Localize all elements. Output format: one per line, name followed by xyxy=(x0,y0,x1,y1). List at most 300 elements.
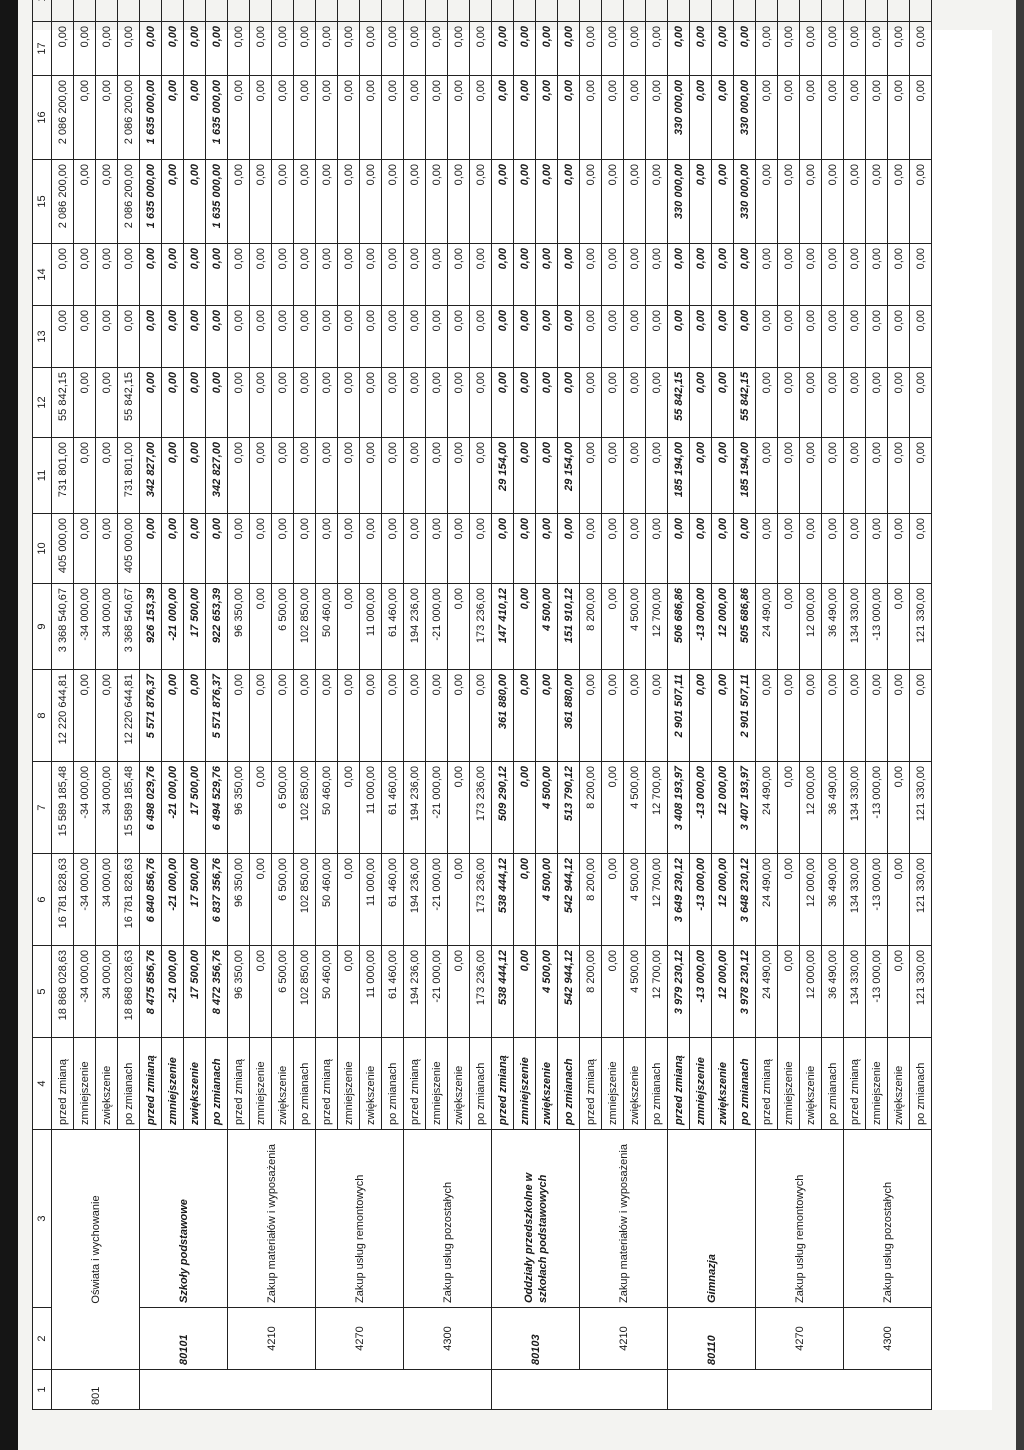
amount-cell: 0,00 xyxy=(382,670,404,762)
amount-cell: 0,00 xyxy=(294,438,316,514)
amount-cell: 0,00 xyxy=(910,76,932,160)
amount-cell: 0,00 xyxy=(360,244,382,306)
amount-cell: 0,00 xyxy=(228,514,250,584)
amount-cell: 0,00 xyxy=(162,514,184,584)
amount-cell xyxy=(338,0,360,22)
amount-cell: 0,00 xyxy=(228,368,250,438)
amount-cell: 0,00 xyxy=(712,306,734,368)
amount-cell: 0,00 xyxy=(448,76,470,160)
amount-cell: 0,00 xyxy=(800,306,822,368)
amount-cell: 6 500,00 xyxy=(272,762,294,854)
amount-cell: 0,00 xyxy=(602,514,624,584)
amount-cell: 2 086 200,00 xyxy=(52,160,74,244)
amount-cell: 0,00 xyxy=(712,76,734,160)
amount-cell: 0,00 xyxy=(602,76,624,160)
amount-cell xyxy=(272,0,294,22)
amount-cell: 0,00 xyxy=(558,244,580,306)
amount-cell xyxy=(756,0,778,22)
amount-cell: 0,00 xyxy=(492,244,514,306)
amount-cell: 0,00 xyxy=(96,368,118,438)
amount-cell: 102 850,00 xyxy=(294,584,316,670)
amount-cell: 361 880,00 xyxy=(558,670,580,762)
amount-cell: 134 330,00 xyxy=(844,854,866,946)
scan-right-edge xyxy=(1016,0,1024,1450)
amount-cell: 11 000,00 xyxy=(360,854,382,946)
amount-cell: 0,00 xyxy=(844,514,866,584)
amount-cell: 0,00 xyxy=(140,306,162,368)
amount-cell: 538 444,12 xyxy=(492,946,514,1038)
amount-cell: 0,00 xyxy=(690,244,712,306)
amount-cell: 0,00 xyxy=(536,368,558,438)
amount-cell: 0,00 xyxy=(624,160,646,244)
amount-cell: 0,00 xyxy=(690,76,712,160)
amount-cell: 0,00 xyxy=(118,244,140,306)
column-number: 15 xyxy=(33,160,52,244)
amount-cell: 0,00 xyxy=(602,22,624,76)
column-number: 9 xyxy=(33,584,52,670)
amount-cell: 0,00 xyxy=(426,160,448,244)
amount-cell: 513 790,12 xyxy=(558,762,580,854)
amount-cell: 0,00 xyxy=(382,160,404,244)
amount-cell: 2 086 200,00 xyxy=(118,76,140,160)
amount-cell: 0,00 xyxy=(272,306,294,368)
amount-cell: 0,00 xyxy=(492,22,514,76)
section-code: 80110 xyxy=(668,1308,756,1370)
amount-cell: 0,00 xyxy=(668,306,690,368)
budget-table xyxy=(32,0,932,1410)
amount-cell: 3 407 193,97 xyxy=(734,762,756,854)
amount-cell: 102 850,00 xyxy=(294,854,316,946)
amount-cell: 0,00 xyxy=(844,244,866,306)
amount-cell: 0,00 xyxy=(426,670,448,762)
amount-cell: 0,00 xyxy=(96,76,118,160)
amount-cell: 0,00 xyxy=(228,670,250,762)
amount-cell: -13 000,00 xyxy=(866,584,888,670)
amount-cell: 0,00 xyxy=(756,244,778,306)
amount-cell: 50 460,00 xyxy=(316,854,338,946)
amount-cell: 509 290,12 xyxy=(492,762,514,854)
amount-cell xyxy=(712,0,734,22)
amount-cell: 185 194,00 xyxy=(734,438,756,514)
amount-cell: 731 801,00 xyxy=(118,438,140,514)
amount-cell: -34 000,00 xyxy=(74,584,96,670)
amount-cell: 0,00 xyxy=(162,160,184,244)
amount-cell: 6 500,00 xyxy=(272,854,294,946)
amount-cell: 0,00 xyxy=(404,76,426,160)
amount-cell: 0,00 xyxy=(228,306,250,368)
amount-cell: 0,00 xyxy=(74,438,96,514)
row-kind-label: po zmianach xyxy=(118,1038,140,1130)
amount-cell: 0,00 xyxy=(74,22,96,76)
amount-cell: 0,00 xyxy=(778,438,800,514)
amount-cell: 0,00 xyxy=(228,160,250,244)
amount-cell: 0,00 xyxy=(360,670,382,762)
row-kind-label: po zmianach xyxy=(822,1038,844,1130)
amount-cell: 0,00 xyxy=(492,514,514,584)
amount-cell: 0,00 xyxy=(668,514,690,584)
amount-cell: 1 635 000,00 xyxy=(140,160,162,244)
amount-cell: 0,00 xyxy=(580,22,602,76)
amount-cell: 36 490,00 xyxy=(822,762,844,854)
amount-cell: 0,00 xyxy=(294,368,316,438)
amount-cell: 61 460,00 xyxy=(382,946,404,1038)
amount-cell: 34 000,00 xyxy=(96,946,118,1038)
amount-cell: 55 842,15 xyxy=(118,368,140,438)
amount-cell: 0,00 xyxy=(844,438,866,514)
row-kind-label: przed zmianą xyxy=(844,1038,866,1130)
amount-cell: 330 000,00 xyxy=(734,160,756,244)
column-number: 12 xyxy=(33,368,52,438)
amount-cell: 194 236,00 xyxy=(404,946,426,1038)
row-kind-label: przed zmianą xyxy=(140,1038,162,1130)
amount-cell: 61 460,00 xyxy=(382,584,404,670)
row-kind-label: po zmianach xyxy=(382,1038,404,1130)
dzial-row xyxy=(52,0,74,1410)
amount-cell: 0,00 xyxy=(272,368,294,438)
amount-cell: 0,00 xyxy=(822,514,844,584)
amount-cell: 0,00 xyxy=(470,368,492,438)
column-number: 3 xyxy=(33,1130,52,1308)
amount-cell: 16 781 828,63 xyxy=(118,854,140,946)
amount-cell: 5 571 876,37 xyxy=(206,670,228,762)
amount-cell xyxy=(382,0,404,22)
amount-cell xyxy=(250,0,272,22)
amount-cell: 12 700,00 xyxy=(646,946,668,1038)
amount-cell: 0,00 xyxy=(448,670,470,762)
amount-cell: 36 490,00 xyxy=(822,946,844,1038)
amount-cell: 361 880,00 xyxy=(492,670,514,762)
amount-cell: 6 837 356,76 xyxy=(206,854,228,946)
amount-cell: 134 330,00 xyxy=(844,762,866,854)
column-number xyxy=(33,0,52,22)
amount-cell: 8 200,00 xyxy=(580,946,602,1038)
amount-cell: 0,00 xyxy=(514,762,536,854)
amount-cell: 0,00 xyxy=(316,306,338,368)
amount-cell: 12 700,00 xyxy=(646,762,668,854)
amount-cell xyxy=(866,0,888,22)
amount-cell: 0,00 xyxy=(866,76,888,160)
amount-cell: 0,00 xyxy=(360,160,382,244)
amount-cell: 0,00 xyxy=(382,306,404,368)
item-name: Zakup usług remontowych xyxy=(316,1130,404,1308)
amount-cell: 0,00 xyxy=(184,670,206,762)
amount-cell: 0,00 xyxy=(250,762,272,854)
amount-cell: 3 368 540,67 xyxy=(118,584,140,670)
amount-cell: 0,00 xyxy=(228,244,250,306)
amount-cell: 0,00 xyxy=(910,244,932,306)
amount-cell: 18 868 028,63 xyxy=(118,946,140,1038)
amount-cell: 0,00 xyxy=(778,368,800,438)
amount-cell: 55 842,15 xyxy=(734,368,756,438)
amount-cell: 0,00 xyxy=(734,306,756,368)
item-row xyxy=(580,0,602,1410)
amount-cell: 0,00 xyxy=(404,306,426,368)
amount-cell xyxy=(844,0,866,22)
amount-cell: 0,00 xyxy=(888,438,910,514)
row-kind-label: zmniejszenie xyxy=(250,1038,272,1130)
amount-cell: 0,00 xyxy=(866,514,888,584)
amount-cell: 0,00 xyxy=(228,22,250,76)
amount-cell: -13 000,00 xyxy=(690,946,712,1038)
amount-cell xyxy=(624,0,646,22)
amount-cell xyxy=(426,0,448,22)
amount-cell: 0,00 xyxy=(800,670,822,762)
row-kind-label: zwiększenie xyxy=(888,1038,910,1130)
amount-cell: 0,00 xyxy=(360,514,382,584)
amount-cell: 121 330,00 xyxy=(910,946,932,1038)
amount-cell: 173 236,00 xyxy=(470,854,492,946)
amount-cell: 0,00 xyxy=(514,946,536,1038)
amount-cell: 0,00 xyxy=(646,438,668,514)
amount-cell: 0,00 xyxy=(602,438,624,514)
amount-cell xyxy=(52,0,74,22)
amount-cell: 0,00 xyxy=(250,22,272,76)
item-code: 4270 xyxy=(756,1308,844,1370)
amount-cell: 8 200,00 xyxy=(580,854,602,946)
amount-cell: 0,00 xyxy=(426,22,448,76)
amount-cell: 102 850,00 xyxy=(294,762,316,854)
amount-cell: 0,00 xyxy=(448,244,470,306)
amount-cell: 134 330,00 xyxy=(844,584,866,670)
amount-cell: 0,00 xyxy=(690,514,712,584)
amount-cell: 0,00 xyxy=(470,22,492,76)
amount-cell: -21 000,00 xyxy=(162,946,184,1038)
amount-cell: 0,00 xyxy=(338,854,360,946)
amount-cell: 0,00 xyxy=(690,670,712,762)
amount-cell: 0,00 xyxy=(844,160,866,244)
amount-cell: 0,00 xyxy=(74,160,96,244)
amount-cell: 0,00 xyxy=(646,76,668,160)
row-kind-label: zwiększenie xyxy=(536,1038,558,1130)
amount-cell: 0,00 xyxy=(558,22,580,76)
column-number: 8 xyxy=(33,670,52,762)
amount-cell: 922 653,39 xyxy=(206,584,228,670)
amount-cell: 0,00 xyxy=(316,368,338,438)
amount-cell: 6 500,00 xyxy=(272,946,294,1038)
amount-cell: 0,00 xyxy=(316,22,338,76)
amount-cell: 0,00 xyxy=(338,368,360,438)
row-kind-label: zmniejszenie xyxy=(602,1038,624,1130)
amount-cell: 0,00 xyxy=(250,438,272,514)
amount-cell: 0,00 xyxy=(404,160,426,244)
row-kind-label: zwiększenie xyxy=(360,1038,382,1130)
row-kind-label: przed zmianą xyxy=(316,1038,338,1130)
row-kind-label: po zmianach xyxy=(734,1038,756,1130)
amount-cell: 0,00 xyxy=(184,76,206,160)
amount-cell: 12 000,00 xyxy=(712,762,734,854)
amount-cell: 24 490,00 xyxy=(756,854,778,946)
amount-cell: 0,00 xyxy=(294,160,316,244)
amount-cell: 0,00 xyxy=(250,514,272,584)
item-row xyxy=(228,0,250,1410)
amount-cell: 0,00 xyxy=(756,306,778,368)
amount-cell: 0,00 xyxy=(294,306,316,368)
row-kind-label: zwiększenie xyxy=(448,1038,470,1130)
amount-cell: 0,00 xyxy=(514,76,536,160)
amount-cell: 0,00 xyxy=(624,514,646,584)
amount-cell: 0,00 xyxy=(492,76,514,160)
amount-cell: 0,00 xyxy=(206,514,228,584)
amount-cell: 0,00 xyxy=(624,306,646,368)
amount-cell: 194 236,00 xyxy=(404,584,426,670)
section-row xyxy=(140,0,162,1410)
amount-cell: 0,00 xyxy=(470,670,492,762)
amount-cell: 50 460,00 xyxy=(316,946,338,1038)
row-kind-label: zmniejszenie xyxy=(162,1038,184,1130)
row-kind-label: przed zmianą xyxy=(580,1038,602,1130)
amount-cell: 34 000,00 xyxy=(96,762,118,854)
amount-cell: 0,00 xyxy=(426,306,448,368)
amount-cell: 3 978 230,12 xyxy=(734,946,756,1038)
amount-cell: 0,00 xyxy=(756,438,778,514)
amount-cell: 173 236,00 xyxy=(470,584,492,670)
amount-cell: 0,00 xyxy=(448,854,470,946)
amount-cell: 0,00 xyxy=(536,306,558,368)
amount-cell xyxy=(404,0,426,22)
column-number: 10 xyxy=(33,514,52,584)
amount-cell: 0,00 xyxy=(822,244,844,306)
amount-cell: 0,00 xyxy=(712,670,734,762)
amount-cell: 0,00 xyxy=(844,368,866,438)
amount-cell: 0,00 xyxy=(800,160,822,244)
amount-cell: 17 500,00 xyxy=(184,584,206,670)
amount-cell: 0,00 xyxy=(272,670,294,762)
item-name: Zakup usług remontowych xyxy=(756,1130,844,1308)
amount-cell: 0,00 xyxy=(470,438,492,514)
item-code: 4300 xyxy=(844,1308,932,1370)
row-kind-label: po zmianach xyxy=(646,1038,668,1130)
amount-cell: 2 086 200,00 xyxy=(52,76,74,160)
amount-cell: 0,00 xyxy=(448,946,470,1038)
amount-cell: -34 000,00 xyxy=(74,762,96,854)
amount-cell: 12 000,00 xyxy=(712,854,734,946)
amount-cell: 0,00 xyxy=(360,76,382,160)
amount-cell: 0,00 xyxy=(756,670,778,762)
amount-cell: 0,00 xyxy=(228,76,250,160)
amount-cell: 0,00 xyxy=(800,22,822,76)
amount-cell: 0,00 xyxy=(426,76,448,160)
column-number-row xyxy=(33,0,52,1410)
amount-cell: 0,00 xyxy=(492,160,514,244)
amount-cell: 0,00 xyxy=(756,76,778,160)
amount-cell: 2 086 200,00 xyxy=(118,160,140,244)
amount-cell: 0,00 xyxy=(426,368,448,438)
amount-cell: 0,00 xyxy=(558,368,580,438)
amount-cell: 0,00 xyxy=(822,438,844,514)
column-number: 6 xyxy=(33,854,52,946)
amount-cell xyxy=(778,0,800,22)
amount-cell: 0,00 xyxy=(712,22,734,76)
amount-cell: 0,00 xyxy=(316,160,338,244)
section-name: Oddziały przedszkolne w szkołach podstawowych xyxy=(492,1130,580,1308)
row-kind-label: przed zmianą xyxy=(668,1038,690,1130)
item-row xyxy=(844,0,866,1410)
amount-cell: 0,00 xyxy=(602,946,624,1038)
amount-cell: 0,00 xyxy=(580,306,602,368)
amount-cell: 12 220 644,81 xyxy=(52,670,74,762)
amount-cell: 0,00 xyxy=(250,76,272,160)
amount-cell: 0,00 xyxy=(448,584,470,670)
amount-cell: 0,00 xyxy=(294,244,316,306)
amount-cell: 0,00 xyxy=(74,368,96,438)
item-code: 4300 xyxy=(404,1308,492,1370)
item-code: 4210 xyxy=(580,1308,668,1370)
amount-cell: 0,00 xyxy=(580,160,602,244)
amount-cell xyxy=(162,0,184,22)
amount-cell: 0,00 xyxy=(646,670,668,762)
amount-cell: 0,00 xyxy=(514,306,536,368)
amount-cell: 0,00 xyxy=(250,946,272,1038)
amount-cell: 0,00 xyxy=(338,762,360,854)
amount-cell: 0,00 xyxy=(910,514,932,584)
row-kind-label: zmniejszenie xyxy=(778,1038,800,1130)
amount-cell: 0,00 xyxy=(756,514,778,584)
amount-cell: 542 944,12 xyxy=(558,946,580,1038)
amount-cell: 0,00 xyxy=(52,306,74,368)
amount-cell: 0,00 xyxy=(734,514,756,584)
amount-cell: -13 000,00 xyxy=(866,946,888,1038)
amount-cell: 0,00 xyxy=(228,438,250,514)
amount-cell: 0,00 xyxy=(162,244,184,306)
amount-cell: 4 500,00 xyxy=(624,946,646,1038)
amount-cell: 0,00 xyxy=(272,438,294,514)
amount-cell: 0,00 xyxy=(866,670,888,762)
amount-cell: 36 490,00 xyxy=(822,584,844,670)
row-kind-label: po zmianach xyxy=(206,1038,228,1130)
amount-cell: 3 408 193,97 xyxy=(668,762,690,854)
column-number: 17 xyxy=(33,22,52,76)
amount-cell xyxy=(668,0,690,22)
amount-cell: -21 000,00 xyxy=(426,854,448,946)
amount-cell: 96 350,00 xyxy=(228,946,250,1038)
amount-cell: 0,00 xyxy=(888,854,910,946)
amount-cell: 330 000,00 xyxy=(734,76,756,160)
amount-cell: 0,00 xyxy=(118,306,140,368)
rotated-budget-page xyxy=(32,26,992,1410)
amount-cell xyxy=(690,0,712,22)
amount-cell: 0,00 xyxy=(184,438,206,514)
amount-cell: 0,00 xyxy=(646,306,668,368)
amount-cell: 29 154,00 xyxy=(558,438,580,514)
amount-cell xyxy=(888,0,910,22)
amount-cell: 134 330,00 xyxy=(844,946,866,1038)
amount-cell: 8 475 856,76 xyxy=(140,946,162,1038)
amount-cell: 0,00 xyxy=(96,22,118,76)
amount-cell: 0,00 xyxy=(272,76,294,160)
amount-cell: 0,00 xyxy=(470,514,492,584)
amount-cell: 0,00 xyxy=(888,244,910,306)
amount-cell: 12 000,00 xyxy=(712,584,734,670)
amount-cell: 0,00 xyxy=(360,438,382,514)
amount-cell: 17 500,00 xyxy=(184,946,206,1038)
amount-cell: 0,00 xyxy=(624,670,646,762)
amount-cell: 2 901 507,11 xyxy=(734,670,756,762)
amount-cell xyxy=(228,0,250,22)
amount-cell xyxy=(580,0,602,22)
amount-cell: 0,00 xyxy=(888,368,910,438)
amount-cell: 0,00 xyxy=(712,368,734,438)
amount-cell xyxy=(206,0,228,22)
amount-cell: 0,00 xyxy=(844,306,866,368)
amount-cell: 0,00 xyxy=(140,22,162,76)
amount-cell: 0,00 xyxy=(800,514,822,584)
amount-cell: 0,00 xyxy=(888,306,910,368)
amount-cell: 0,00 xyxy=(756,160,778,244)
amount-cell: 0,00 xyxy=(294,514,316,584)
amount-cell: 0,00 xyxy=(316,244,338,306)
amount-cell: 0,00 xyxy=(866,160,888,244)
amount-cell: 0,00 xyxy=(822,368,844,438)
